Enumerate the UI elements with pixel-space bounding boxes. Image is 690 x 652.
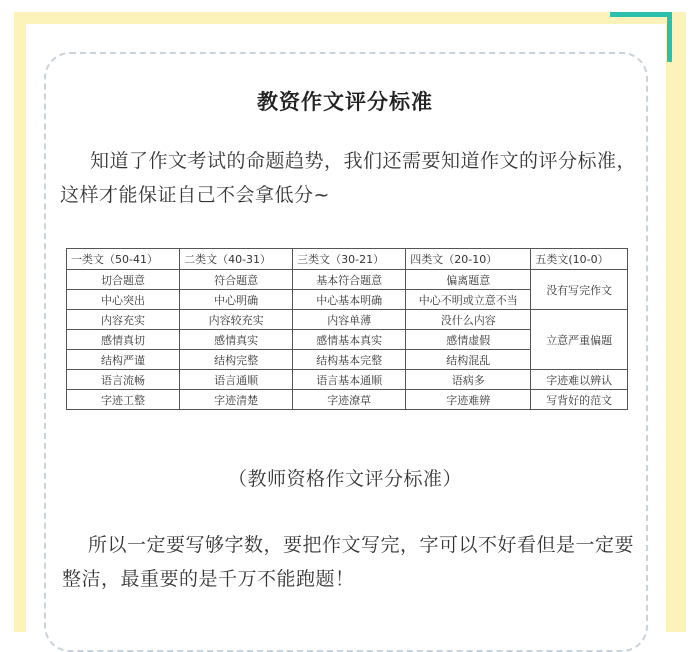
table-cell: 中心不明或立意不当	[406, 290, 531, 310]
grading-table	[66, 248, 628, 410]
table-cell-merged: 立意严重偏题	[531, 310, 628, 370]
table-cell: 内容单薄	[293, 310, 406, 330]
table-cell: 写背好的范文	[531, 390, 628, 410]
table-cell: 感情虚假	[406, 330, 531, 350]
table-row	[67, 310, 628, 330]
table-cell: 字迹难辨	[406, 390, 531, 410]
table-cell: 语言通顺	[180, 370, 293, 390]
table-row	[67, 370, 628, 390]
table-cell: 基本符合题意	[293, 270, 406, 290]
table-cell: 感情真切	[67, 330, 180, 350]
header-cell: 一类文（50-41）	[67, 249, 180, 270]
table-cell: 结构混乱	[406, 350, 531, 370]
table-cell: 结构基本完整	[293, 350, 406, 370]
table-cell: 结构完整	[180, 350, 293, 370]
table-cell: 字迹难以辨认	[531, 370, 628, 390]
table-cell: 字迹清楚	[180, 390, 293, 410]
intro-paragraph: 知道了作文考试的命题趋势，我们还需要知道作文的评分标准，这样才能保证自己不会拿低分~	[60, 150, 637, 206]
table-cell-merged: 没有写完作文	[531, 270, 628, 310]
header-cell: 三类文（30-21）	[293, 249, 406, 270]
conclusion-paragraph: 所以一定要写够字数，要把作文写完，字可以不好看但是一定要整洁，最重要的是千万不能跑题！	[62, 534, 635, 590]
table-cell: 中心明确	[180, 290, 293, 310]
table-cell: 切合题意	[67, 270, 180, 290]
table-cell: 语病多	[406, 370, 531, 390]
header-cell: 五类文(10-0）	[531, 249, 628, 270]
table-row	[67, 270, 628, 290]
table-cell: 语言基本通顺	[293, 370, 406, 390]
table-cell: 符合题意	[180, 270, 293, 290]
table-cell: 字迹工整	[67, 390, 180, 410]
header-cell: 四类文（20-10）	[406, 249, 531, 270]
title-wrap	[0, 86, 690, 116]
table-cell: 感情基本真实	[293, 330, 406, 350]
table-row	[67, 390, 628, 410]
table-cell: 偏离题意	[406, 270, 531, 290]
page-title: 教资作文评分标准	[251, 86, 439, 116]
table-cell: 中心突出	[67, 290, 180, 310]
table-cell: 内容较充实	[180, 310, 293, 330]
header-cell: 二类文（40-31）	[180, 249, 293, 270]
table-cell: 字迹潦草	[293, 390, 406, 410]
table-cell: 结构严谨	[67, 350, 180, 370]
table-cell: 语言流畅	[67, 370, 180, 390]
table-cell: 没什么内容	[406, 310, 531, 330]
table-cell: 感情真实	[180, 330, 293, 350]
table-header-row	[67, 249, 628, 270]
table-caption: （教师资格作文评分标准）	[227, 468, 462, 490]
table-cell: 内容充实	[67, 310, 180, 330]
table-cell: 中心基本明确	[293, 290, 406, 310]
